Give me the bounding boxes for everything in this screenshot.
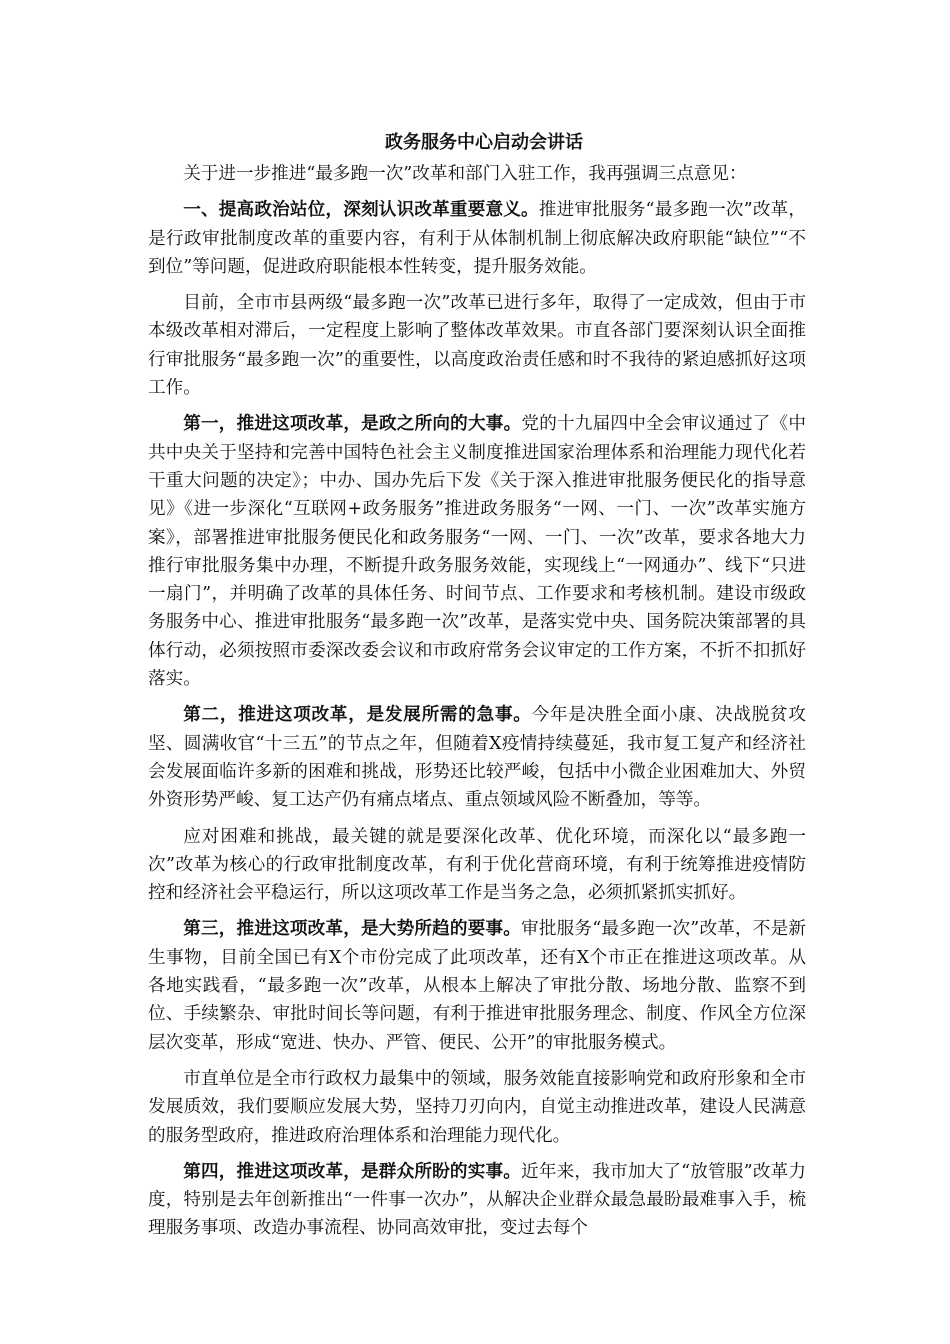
- document-page: [148, 126, 806, 1243]
- paragraph-heading: 第四，推进这项改革，是群众所盼的实事。: [183, 1160, 522, 1182]
- paragraph-text: 关于进一步推进“最多跑一次”改革和部门入驻工作，我再强调三点意见：: [183, 164, 747, 184]
- paragraph-text: 应对困难和挑战，最关键的就是要深化改革、优化环境，而深化以“最多跑一次”改革为核心的行政审批制度改革，有利于优化营商环境，有利于统筹推进疫情防控和经济社会平稳运行，所以这项改革工作是当务之急，必须抓紧抓实抓好。: [148, 826, 806, 904]
- paragraph-text: 近年来，我市加大了“放管服”改革力度，特别是去年创新推出“一件事一次办”，从解决企业群众最急最盼最难事入手，梳理服务事项、改造办事流程、协同高效审批，变过去每个: [148, 1161, 806, 1239]
- paragraph-text: 目前，全市市县两级“最多跑一次”改革已进行多年，取得了一定成效，但由于市本级改革相对滞后，一定程度上影响了整体改革效果。市直各部门要深刻认识全面推行审批服务“最多跑一次”的重要性，以高度政治责任感和时不我待的紧迫感抓好这项工作。: [148, 293, 806, 399]
- paragraph-text: 党的十九届四中全会审议通过了《中共中央关于坚持和完善中国特色社会主义制度推进国家治理体系和治理能力现代化若干重大问题的决定》；中办、国办先后下发《关于深入推进审批服务便民化的指导意见》《进一步深化“互联网+政务服务”推进政务服务“一网、一门、一次”改革实施方案》，部署推进审批服务便民化和政务服务“一网、一门、一次”改革，要求各地大力推行审批服务集中办理，不断提升政务服务效能，实现线上“一网通办”、线下“只进一扇门”，并明确了改革的具体任务、时间节点、工作要求和考核机制。建设市级政务服务中心、推进审批服务“最多跑一次”改革，是落实党中央、国务院决策部署的具体行动，必须按照市委深改委会议和市政府常务会议审定的工作方案，不折不扣抓好落实。: [148, 414, 806, 690]
- paragraph-point-1: [148, 410, 806, 693]
- paragraph-heading: 第一，推进这项改革，是政之所向的大事。: [183, 413, 522, 435]
- paragraph-heading: 一、提高政治站位，深刻认识改革重要意义。: [183, 199, 539, 221]
- paragraph-section-1: [148, 196, 806, 281]
- paragraph-point-2: [148, 701, 806, 814]
- paragraph-challenges: [148, 823, 806, 908]
- paragraph-trend: [148, 1065, 806, 1150]
- paragraph-text: 推进审批服务“最多跑一次”改革，是行政审批制度改革的重要内容，有利于从体制机制上彻底解决政府职能“缺位”“不到位”等问题，促进政府职能根本性转变，提升服务效能。: [148, 200, 806, 277]
- paragraph-point-4: [148, 1158, 806, 1243]
- paragraph-point-3: [148, 915, 806, 1056]
- paragraph-text: 市直单位是全市行政权力最集中的领域，服务效能直接影响党和政府形象和全市发展质效，我们要顺应发展大势，坚持刀刃向内，自觉主动推进改革，建设人民满意的服务型政府，推进政府治理体系和治理能力现代化。: [148, 1068, 806, 1146]
- paragraph-intro: [148, 160, 806, 188]
- paragraph-heading: 第三，推进这项改革，是大势所趋的要事。: [183, 918, 522, 940]
- paragraph-status: [148, 289, 806, 402]
- document-title: 政务服务中心启动会讲话: [385, 132, 583, 153]
- paragraph-text: 审批服务“最多跑一次”改革，不是新生事物，目前全国已有X个市份完成了此项改革，还有X个市正在推进这项改革。从各地实践看，“最多跑一次”改革，从根本上解决了审批分散、场地分散、监察不到位、手续繁杂、审批时间长等问题，有利于推进审批服务理念、制度、作风全方位深层次变革，形成“宽进、快办、严管、便民、公开”的审批服务模式。: [148, 919, 806, 1053]
- paragraph-heading: 第二，推进这项改革，是发展所需的急事。: [183, 704, 532, 726]
- paragraph-text: 今年是决胜全面小康、决战脱贫攻坚、圆满收官“十三五”的节点之年，但随着X疫情持续蔓延，我市复工复产和经济社会发展面临许多新的困难和挑战，形势还比较严峻，包括中小微企业困难加大、外贸外资形势严峻、复工达产仍有痛点堵点、重点领域风险不断叠加，等等。: [148, 705, 806, 811]
